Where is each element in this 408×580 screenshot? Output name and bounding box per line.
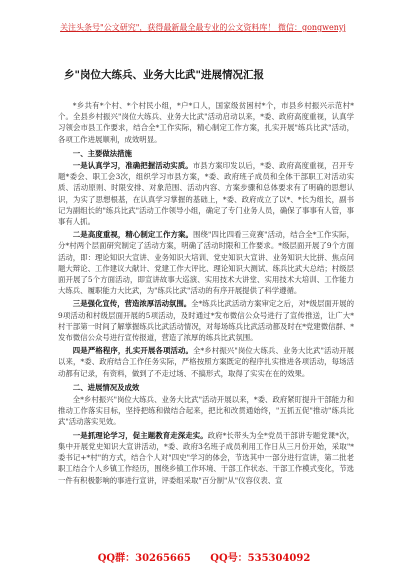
body-paragraph: 全*乡村振兴"岗位大练兵、业务大比武"活动开展以来，*委、政府紧盯提升干部能力和推动工作落实目标，坚持把练和做结合起来，把比和改贯通始终，"五抓五促"推动"练兵比武"活动落实见效。 <box>58 395 354 427</box>
body-paragraph: 二是高度重视，精心制定工作方案。围绕"四比四看三竞赛"活动，结合全*工作实际，分*村两个层面研究制定了活动方案，明确了活动时限和工作要求。*级层面开展了9个方面活动，即：理论知识大宣讲、业务知识大培训、党史知识大宣讲、业务知识大比拼、焦点问题大辩论、工作建议大献计、党建工作大评比、理论知识大测试、练兵比武大总结；村级层面开展了5个方面活动，即宣讲故事大巡演、实用技术大讲堂、实用技术大培训、工作能力大练兵、履职能力大比武，为"练兵比武"活动的有序开展提供了科学遵循。 <box>58 230 354 296</box>
qq-number-text: QQ号：535304092 <box>210 553 311 564</box>
qq-group-text: QQ群：30265665 <box>97 553 191 564</box>
body-paragraph: 一是认真学习，准确把握活动实质。市县方案印发以后，*委、政府高度重视，召开专题*委会、职工会3次，组织学习市县方案，*委、政府班子成员和全体干部职工对活动实质、活动原则、时限安排、对象范围、活动内容、方案步骤和总体要求有了明确的思想认识，为实了思想根基，在认真学习掌握的基础上，*委、政府成立了以*、*长为组长，副书记为副组长的"练兵比武"活动工作领导小组，确定了专门业务人员，确保了事事有人管，事事有人抓。 <box>58 161 354 227</box>
paragraph-lead: 三是强化宣传，营造浓厚活动氛围。 <box>72 299 192 309</box>
section-heading: 二、进展情况及成效 <box>72 382 140 392</box>
paragraph-lead: 一是抓理论学习，促主题教育走深走实。 <box>72 430 208 440</box>
contact-footer <box>0 552 408 566</box>
document-body <box>58 100 354 548</box>
body-paragraph: 四是严格程序，扎实开展各项活动。全*乡村振兴"岗位大练兵、业务大比武"活动开展以来，*委、政府结合工作任务实际，严格按照方案既定的程序扎实推进各项活动，每场活动都有记录，有资料，做到了不走过场、不搞形式，取得了实实在在的效果。 <box>58 346 354 378</box>
body-paragraph: 三是强化宣传，营造浓厚活动氛围。全*练兵比武活动方案审定之后，对*级层面开展的9项活动和村级层面开展的5项活动，及时通过*发布微信公众号进行了宣传推送，让广大*村干部第一时间了解掌握练兵比武活动情况，对每场练兵比武活动都及时在*党建微信群、*发布微信公众号进行宣传报道，营造了浓厚的练兵比武氛围。 <box>58 299 354 343</box>
section-heading: 一、主要做法措施 <box>72 148 132 158</box>
document-title: 乡"岗位大练兵、业务大比武"进展情况汇报 <box>64 69 264 81</box>
paragraph-lead: 二是高度重视，精心制定工作方案。 <box>72 230 193 240</box>
promo-banner-link[interactable]: 关注头条号"公文研究"，获得最新最全最专业的公文资料库！ 微信：gongwenyj <box>60 23 346 32</box>
paragraph-lead: 四是严格程序，扎实开展各项活动。 <box>72 346 193 356</box>
intro-paragraph: *乡共有*个村、*个村民小组，*户*口人，国家级贫困村*个，市县乡村振兴示范村*个。全县乡村振兴"岗位大练兵、业务大比武"活动启动以来，*委、政府高度重视，认真学习领会市县工作要求，结合全*工作实际，精心制定工作方案，扎实开展"练兵比武"活动，各项工作进展顺利，成效明显。 <box>58 101 354 144</box>
paragraph-lead: 一是认真学习，准确把握活动实质。 <box>72 161 193 171</box>
body-paragraph: 一是抓理论学习，促主题教育走深走实。政府*长带头为全*党员干部讲专题党课*次，集中开展党史知识大宣讲活动，*委、政府3名班子成员利用工作日从三月份开始，采取"*委书记+*村"的方式，结合个人对"四史"学习的体会，节选其中一部分进行宣讲，第二批老职工结合个人乡镇工作经历，围绕乡镇工作环境、干部工作状态、干部工作模式变化，节选一件有积极影响的事进行宣讲，评委组采取"百分制"从"仪容仪表、宣 <box>58 430 354 485</box>
